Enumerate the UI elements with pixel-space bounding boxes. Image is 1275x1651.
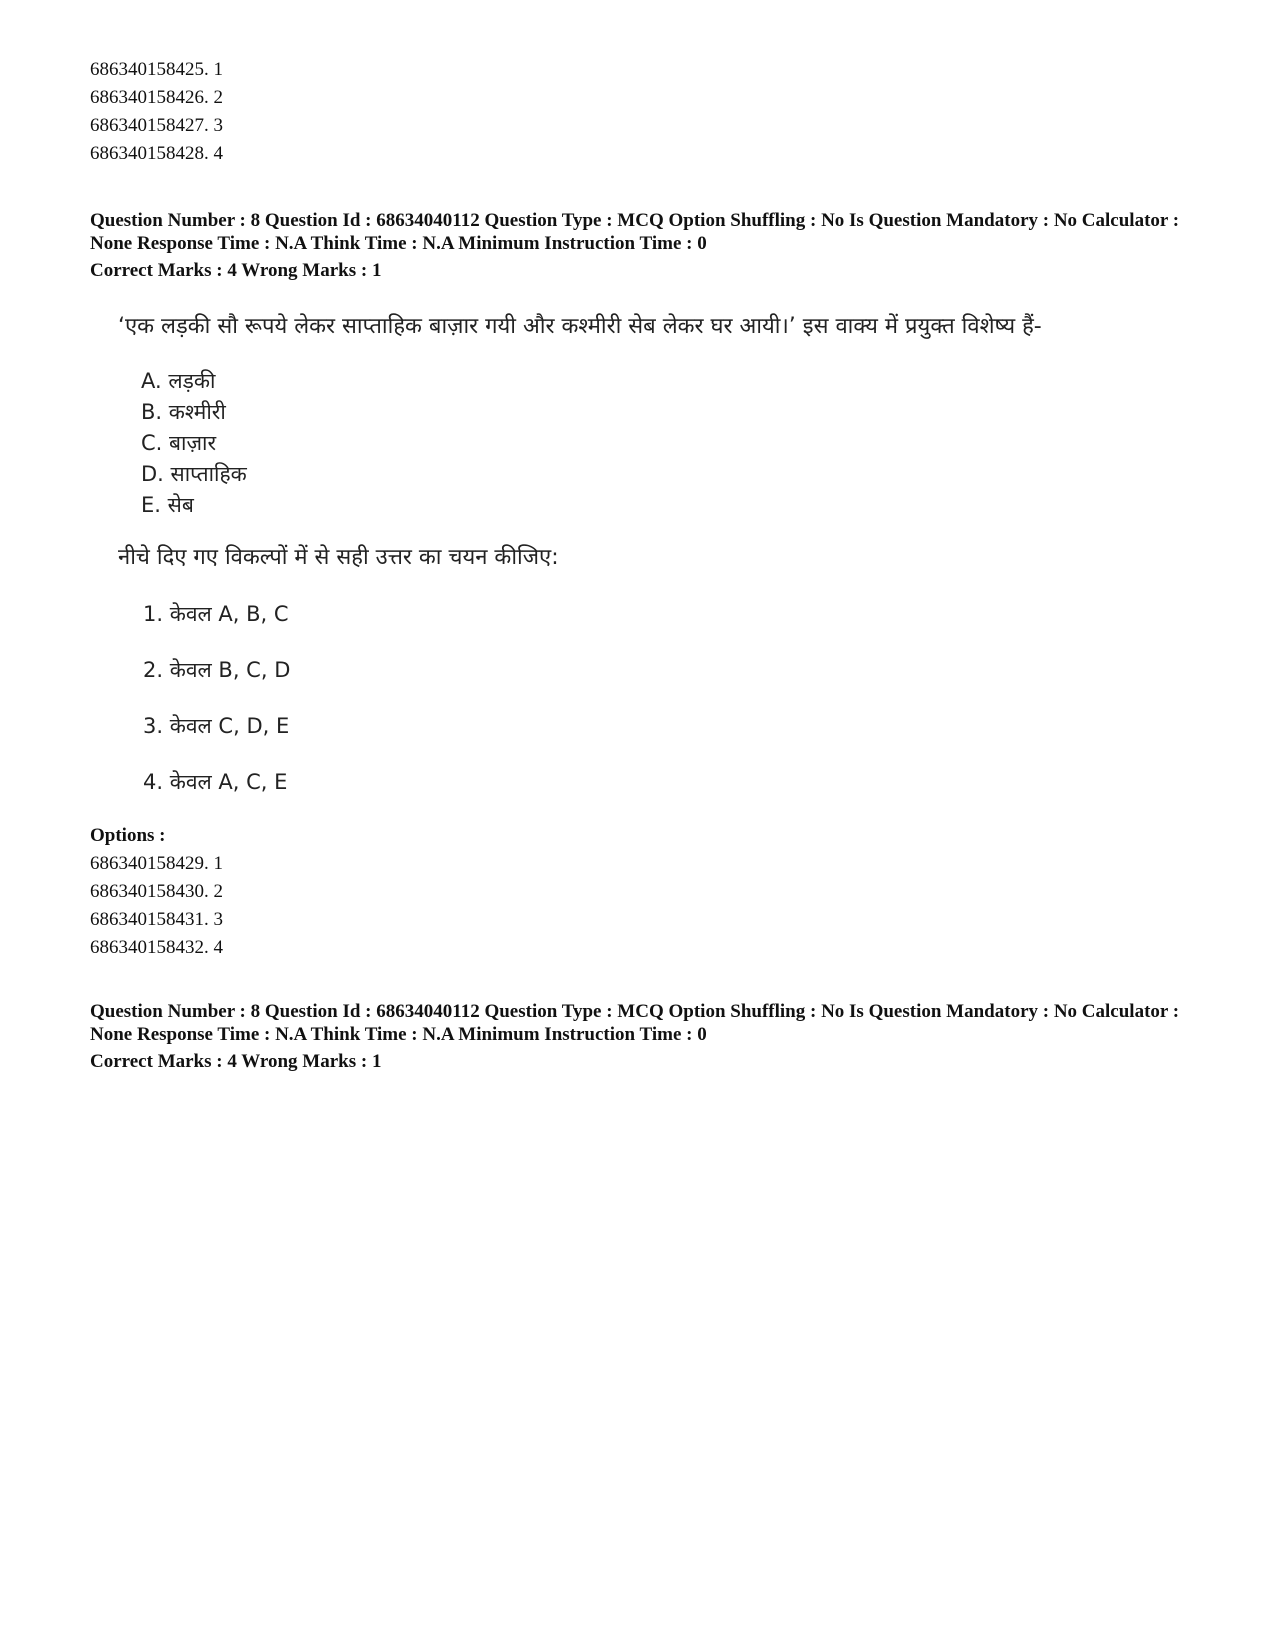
next-question-meta: Question Number : 8 Question Id : 68634040112 Question Type : MCQ Option Shuffling : No Is Question Mandatory : No Calculator : None Response Time : N.A Think Time : N.A Minimum Instruction Time : 0	[90, 1001, 1180, 1045]
previous-option-1: 686340158425. 1	[90, 59, 223, 80]
previous-option-2: 686340158426. 2	[90, 87, 223, 108]
statement-d: D. साप्ताहिक	[141, 462, 247, 486]
statement-c: C. बाज़ार	[141, 431, 217, 455]
previous-option-3: 686340158427. 3	[90, 115, 223, 136]
option-id-2: 686340158430. 2	[90, 881, 223, 902]
answer-choice-2: 2. केवल B, C, D	[143, 658, 291, 682]
question-instruction: नीचे दिए गए विकल्पों में से सही उत्तर का चयन कीजिए:	[118, 545, 559, 570]
previous-option-4: 686340158428. 4	[90, 143, 223, 164]
question-stem: ‘एक लड़की सौ रूपये लेकर साप्ताहिक बाज़ार गयी और कश्मीरी सेब लेकर घर आयी।’ इस वाक्य में प्रयुक्त विशेष्य हैं-	[118, 314, 1042, 339]
next-question-marks: Correct Marks : 4 Wrong Marks : 1	[90, 1051, 382, 1072]
statement-b: B. कश्मीरी	[141, 400, 226, 424]
answer-choice-1: 1. केवल A, B, C	[143, 602, 289, 626]
statement-a: A. लड़की	[141, 369, 216, 393]
answer-choice-4: 4. केवल A, C, E	[143, 770, 288, 794]
question-meta: Question Number : 8 Question Id : 68634040112 Question Type : MCQ Option Shuffling : No Is Question Mandatory : No Calculator : None Response Time : N.A Think Time : N.A Minimum Instruction Time : 0	[90, 210, 1180, 254]
option-id-3: 686340158431. 3	[90, 909, 223, 930]
answer-choice-3: 3. केवल C, D, E	[143, 714, 290, 738]
statement-e: E. सेब	[141, 493, 194, 517]
question-marks: Correct Marks : 4 Wrong Marks : 1	[90, 260, 382, 281]
options-label: Options :	[90, 825, 166, 846]
option-id-1: 686340158429. 1	[90, 853, 223, 874]
option-id-4: 686340158432. 4	[90, 937, 223, 958]
